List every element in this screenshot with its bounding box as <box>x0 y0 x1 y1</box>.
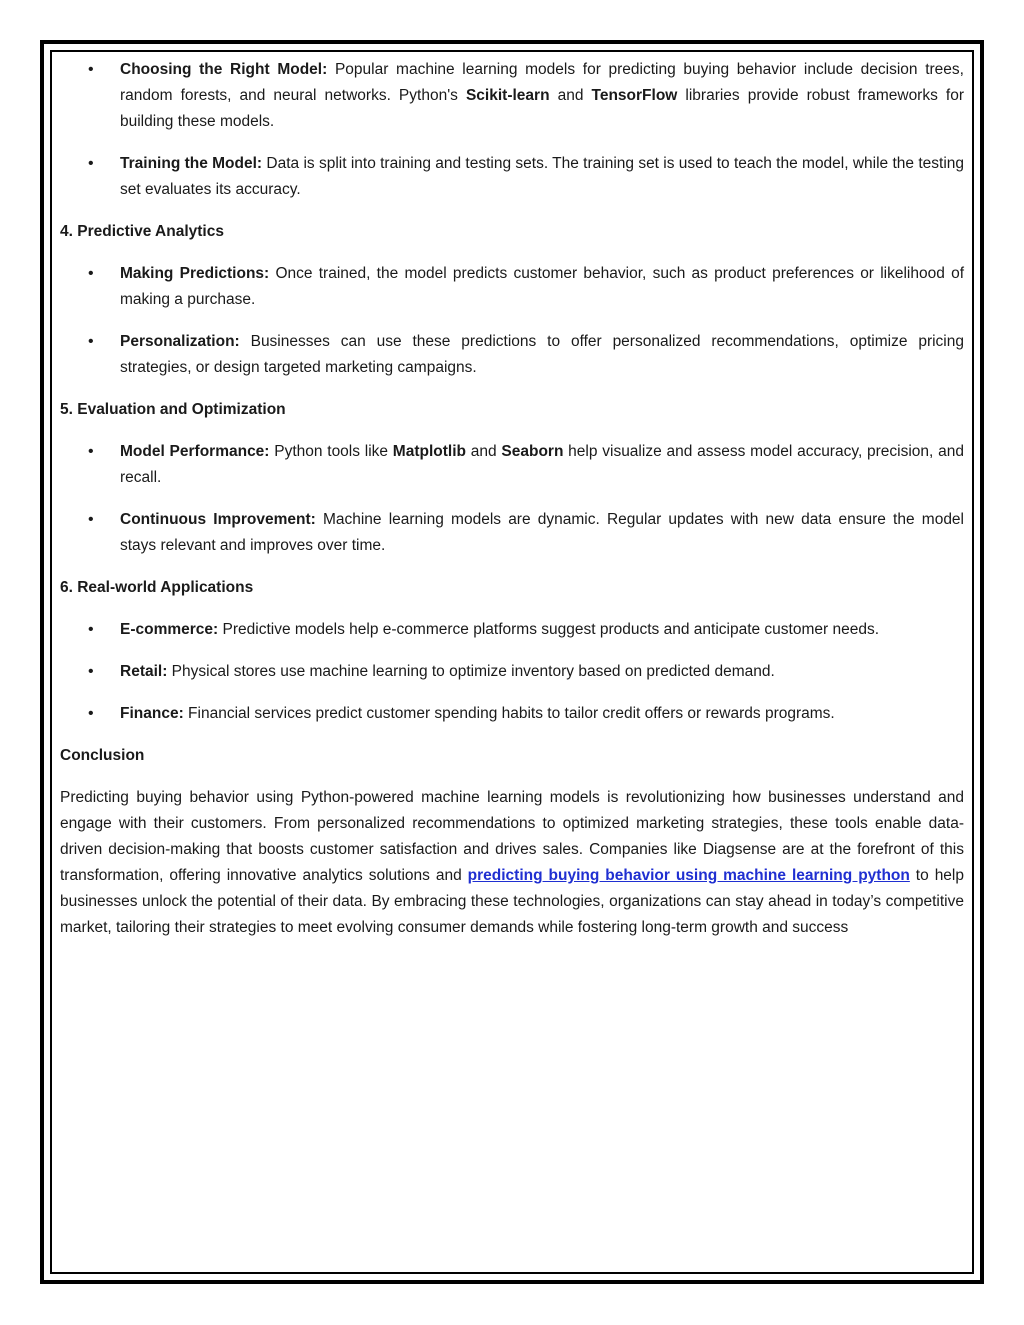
item-text: Predictive models help e-commerce platforms suggest products and anticipate customer needs. <box>218 621 880 638</box>
section-4-list <box>60 261 964 381</box>
item-lead: Model Performance: <box>120 443 270 460</box>
item-lead: E-commerce: <box>120 621 219 638</box>
item-text: Popular machine learning models for predicting buying behavior include decision trees, random forests, and neural networks. Python's <box>120 61 964 104</box>
section-heading-evaluation: 5. Evaluation and Optimization <box>60 401 286 418</box>
document-body <box>60 57 964 941</box>
section-heading-predictive-analytics: 4. Predictive Analytics <box>60 223 224 240</box>
item-text: Machine learning models are dynamic. Regular updates with new data ensure the model stays relevant and improves over time. <box>120 511 964 554</box>
section-5-list <box>60 439 964 559</box>
list-item-training-model <box>60 151 964 203</box>
list-item-retail <box>60 659 964 685</box>
section-6-list <box>60 617 964 727</box>
item-text: help visualize and assess model accuracy, precision, and recall. <box>120 443 964 486</box>
item-text: and <box>465 443 502 460</box>
list-item-making-predictions <box>60 261 964 313</box>
conclusion-paragraph <box>60 785 964 941</box>
paragraph-text: Predicting buying behavior using Python-powered machine learning models is revolutionizing how businesses understand and engage with their customers. From personalized recommendations to optimized marketing strategies, these tools enable data-driven decision-making that boosts customer satisfaction and drives sales. Companies like Diagsense are at the forefront of this transformation, offering innovative analytics solutions and <box>60 789 964 884</box>
item-text: Businesses can use these predictions to offer personalized recommendations, optimize pricing strategies, or design targeted marketing campaigns. <box>120 333 964 376</box>
list-item-model-performance <box>60 439 964 491</box>
section-heading-conclusion: Conclusion <box>60 747 145 764</box>
item-lead: Personalization: <box>120 333 240 350</box>
list-item-personalization <box>60 329 964 381</box>
section-heading-applications: 6. Real-world Applications <box>60 579 254 596</box>
section-3-list <box>60 57 964 203</box>
paragraph-text: to help businesses unlock the potential of their data. By embracing these technologies, organizations can stay ahead in today’s competitive market, tailoring their strategies to meet evolving consumer demands while fostering long-term growth and success <box>60 867 964 936</box>
item-text: Financial services predict customer spending habits to tailor credit offers or rewards programs. <box>183 705 835 722</box>
item-lead: Choosing the Right Model: <box>120 61 328 78</box>
item-text: Once trained, the model predicts customer behavior, such as product preferences or likelihood of making a purchase. <box>120 265 965 308</box>
item-text: Python tools like <box>269 443 393 460</box>
item-lead: Continuous Improvement: <box>120 511 316 528</box>
list-item-continuous-improvement <box>60 507 964 559</box>
item-lead: Making Predictions: <box>120 265 270 282</box>
term-tensorflow: TensorFlow <box>591 87 678 104</box>
list-item-ecommerce <box>60 617 964 643</box>
term-scikit-learn: Scikit-learn <box>465 87 550 104</box>
item-text: Physical stores use machine learning to optimize inventory based on predicted demand. <box>167 663 775 680</box>
item-lead: Retail: <box>120 663 168 680</box>
item-text: Data is split into training and testing sets. The training set is used to teach the model, while the testing set evaluates its accuracy. <box>120 155 965 198</box>
item-text: libraries provide robust frameworks for building these models. <box>120 87 964 130</box>
item-lead: Finance: <box>120 705 184 722</box>
term-matplotlib: Matplotlib <box>392 443 466 460</box>
list-item-finance <box>60 701 964 727</box>
item-text: and <box>549 87 592 104</box>
item-lead: Training the Model: <box>120 155 263 172</box>
term-seaborn: Seaborn <box>501 443 564 460</box>
predicting-buying-behavior-link[interactable]: predicting buying behavior using machine learning python <box>467 867 910 884</box>
list-item-choosing-model <box>60 57 964 135</box>
